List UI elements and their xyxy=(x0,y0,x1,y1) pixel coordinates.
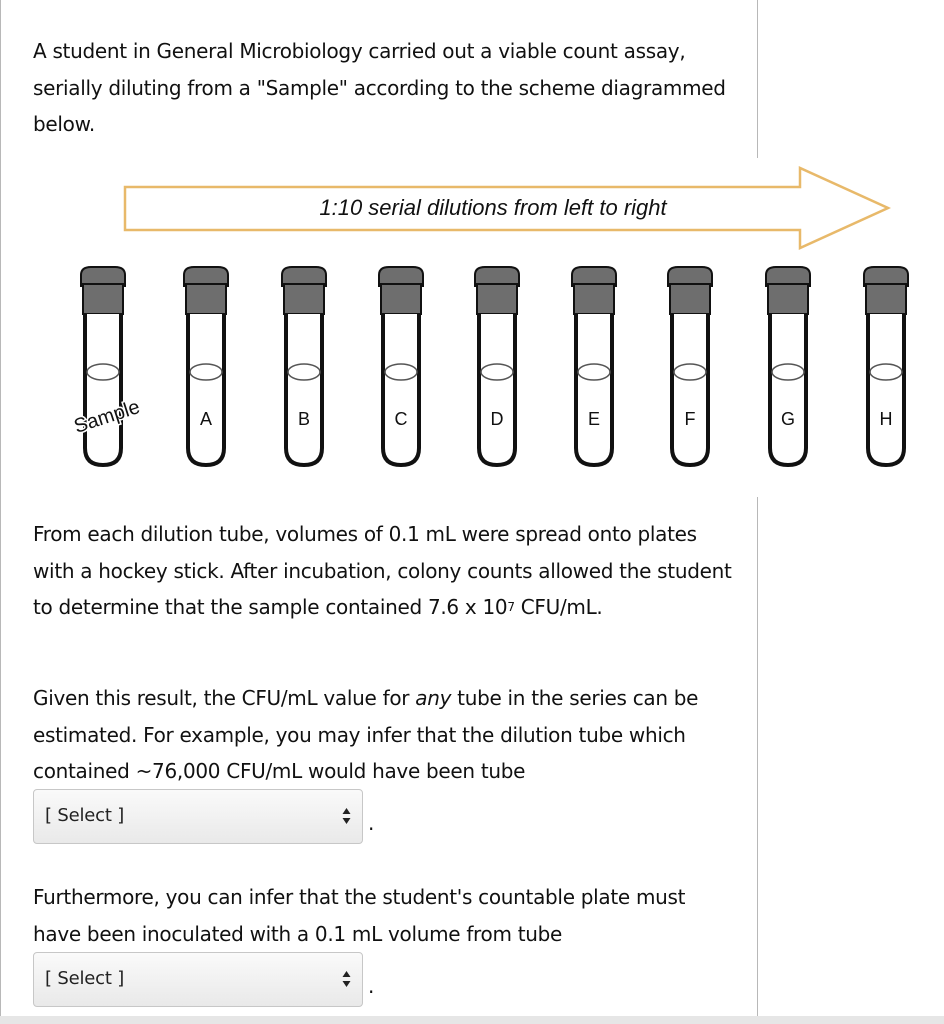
tube-h xyxy=(864,267,908,465)
tube-body xyxy=(188,314,224,465)
tube-meniscus xyxy=(385,364,417,380)
tube-body xyxy=(868,314,904,465)
left-border xyxy=(0,0,1,1024)
tube-label: G xyxy=(780,409,796,429)
tube-label: F xyxy=(684,409,696,429)
tube-select-2-value: [ Select ] xyxy=(45,968,125,989)
given-emphasis: any xyxy=(415,686,452,710)
select-1-period: . xyxy=(368,811,375,835)
tube-b xyxy=(282,267,326,465)
tube-meniscus xyxy=(674,364,706,380)
tube-body xyxy=(286,314,322,465)
given-text-start: Given this result, the CFU/mL value for xyxy=(33,686,416,710)
tube-body xyxy=(770,314,806,465)
tube-meniscus xyxy=(190,364,222,380)
tube-label: D xyxy=(490,409,504,429)
tube-meniscus xyxy=(481,364,513,380)
sample-label: Sample xyxy=(71,396,143,438)
tube-meniscus xyxy=(288,364,320,380)
select-arrows-icon xyxy=(342,970,351,988)
sample-tube xyxy=(71,267,142,465)
tube-body xyxy=(576,314,612,465)
tube-cap-body xyxy=(83,284,123,314)
tube-body xyxy=(383,314,419,465)
tube-g xyxy=(766,267,810,465)
tube-body xyxy=(85,314,121,465)
tube-cap-body xyxy=(186,284,226,314)
tube-cap-body xyxy=(574,284,614,314)
right-border-top xyxy=(757,0,758,158)
tube-meniscus xyxy=(772,364,804,380)
tube-a xyxy=(184,267,228,465)
arrow-label: 1:10 serial dilutions from left to right xyxy=(319,195,667,220)
tube-meniscus xyxy=(578,364,610,380)
tube-meniscus xyxy=(87,364,119,380)
tube-cap-body xyxy=(381,284,421,314)
result-exponent: 7 xyxy=(507,600,515,614)
tube-meniscus xyxy=(870,364,902,380)
dilution-arrow xyxy=(125,168,888,248)
tube-c xyxy=(379,267,423,465)
serial-dilution-diagram xyxy=(0,160,944,480)
tube-cap-body xyxy=(768,284,808,314)
tube-row xyxy=(71,267,908,465)
right-border-bottom xyxy=(757,497,758,1024)
tube-select-2[interactable] xyxy=(33,952,363,1007)
result-paragraph xyxy=(33,516,733,626)
intro-paragraph: A student in General Microbiology carried out a viable count assay, serially diluting from a "Sample" according to the scheme diagrammed below. xyxy=(33,39,726,136)
tube-cap-body xyxy=(477,284,517,314)
tube-select-1-value: [ Select ] xyxy=(45,805,125,826)
tube-cap-body xyxy=(866,284,906,314)
tube-label: A xyxy=(199,409,213,429)
select-arrows-icon xyxy=(342,807,351,825)
tube-e xyxy=(572,267,616,465)
tube-f xyxy=(668,267,712,465)
bottom-scroll-strip xyxy=(0,1016,944,1024)
tube-body xyxy=(479,314,515,465)
tube-label: E xyxy=(587,409,601,429)
tube-body xyxy=(672,314,708,465)
further-paragraph: Furthermore, you can infer that the student's countable plate must have been inoculated with a 0.1 mL volume from tube xyxy=(33,885,686,946)
tube-cap-body xyxy=(670,284,710,314)
tube-d xyxy=(475,267,519,465)
tube-label: C xyxy=(394,409,408,429)
tube-select-1[interactable] xyxy=(33,789,363,844)
given-text-end: tube in the series can be estimated. For example, you may infer that the dilution tube which contained ~76,000 CFU/mL would have been tube xyxy=(33,686,699,783)
tube-label: B xyxy=(297,409,311,429)
tube-label: H xyxy=(879,409,893,429)
result-text: From each dilution tube, volumes of 0.1 mL were spread onto plates with a hockey stick. After incubation, colony counts allowed the student to determine that the sample contained 7.6 x 10 xyxy=(33,522,732,619)
given-paragraph xyxy=(33,680,733,790)
tube-cap-body xyxy=(284,284,324,314)
result-unit: CFU/mL. xyxy=(514,595,603,619)
select-2-period: . xyxy=(368,974,375,998)
